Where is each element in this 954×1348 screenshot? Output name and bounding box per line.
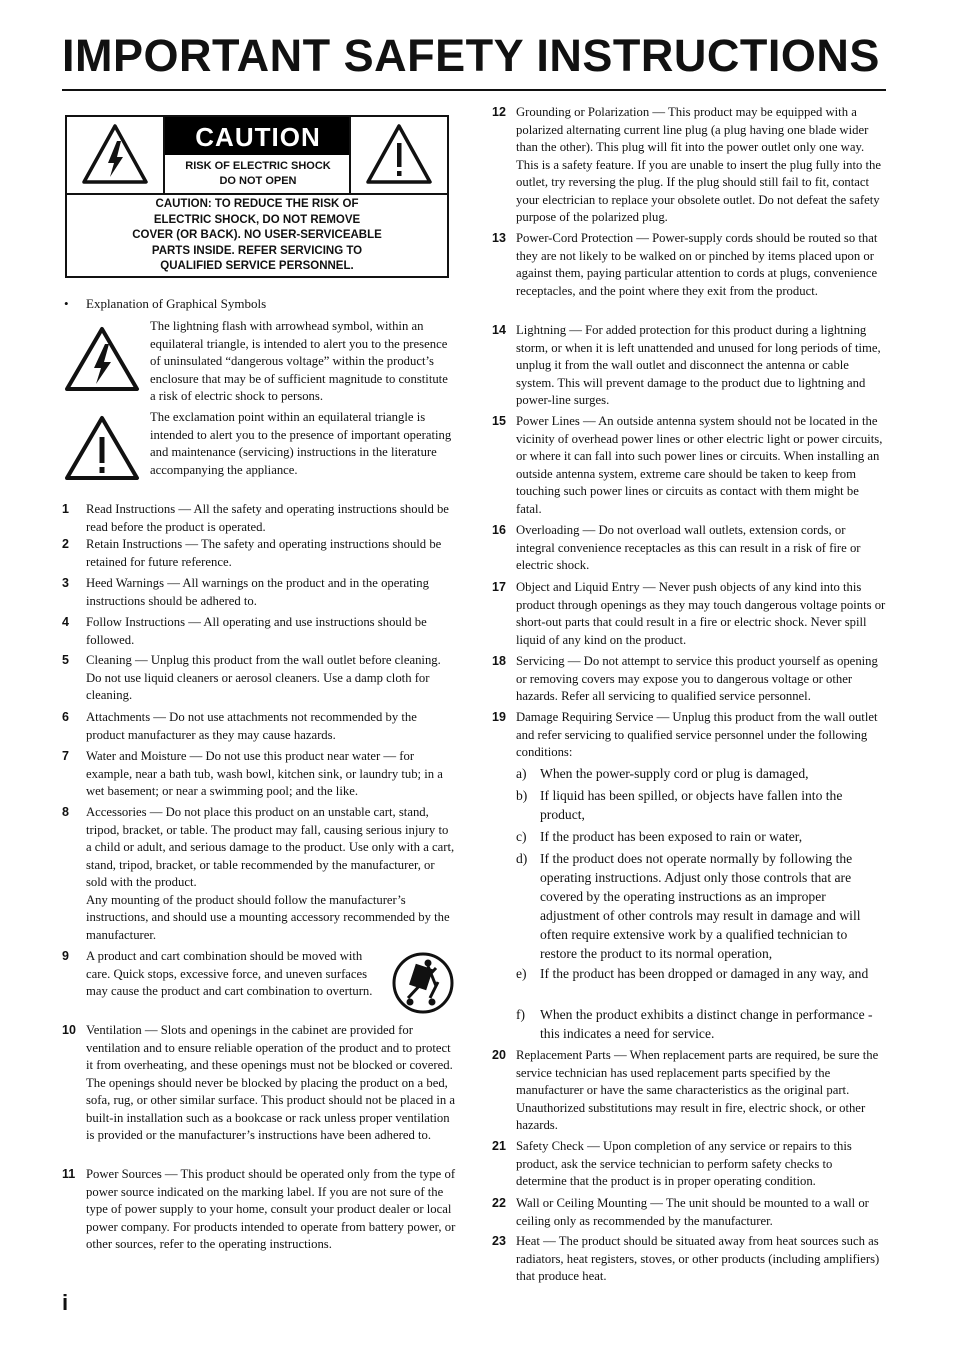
item-number: 17: [492, 580, 506, 594]
item-text: Power-Cord Protection — Power-supply cords should be routed so that they are not likely to be walked on or pinched by items placed upon or against them, paying particular attention to cords at plugs, convenience receptacles, and the point where they exit from the product.: [516, 231, 878, 298]
instruction-item: [492, 653, 886, 706]
instruction-item: [492, 522, 886, 575]
exclamation-explanation-text: The exclamation point within an equilateral triangle is intended to alert you to the presence of important operating and maintenance (servicing) instructions in the literature accompanying the appliance.: [150, 410, 452, 477]
instruction-item: [492, 1138, 886, 1191]
caution-line: ELECTRIC SHOCK, DO NOT REMOVE: [153, 213, 361, 226]
lightning-symbol-explanation: [62, 318, 454, 406]
condition-letter: f): [516, 1007, 526, 1022]
bullet-dot: •: [64, 296, 69, 311]
instruction-item: [492, 322, 886, 410]
condition-letter: b): [516, 788, 528, 803]
instruction-item: [62, 1166, 456, 1254]
caution-heading: CAUTION: [165, 117, 351, 155]
lightning-warning-icon: [81, 123, 149, 185]
caution-box: [65, 115, 449, 278]
instruction-item: [492, 1233, 886, 1286]
item-text: Object and Liquid Entry — Never push objects of any kind into this product through openings as they may touch dangerous voltage points or short-out parts that could result in a fire or electric shock. Never spill liquid of any kind on the product.: [516, 580, 886, 647]
condition-item: [516, 827, 886, 846]
item-text: Replacement Parts — When replacement parts are required, be sure the service technician has used replacement parts specified by the manufacturer or have the same characteristics as the original part. Unauthorized substitutions may result in fire, electric shock, or other hazards.: [516, 1048, 879, 1132]
condition-letter: d): [516, 851, 528, 866]
item-text: Lightning — For added protection for this product during a lightning storm, or when it is left unattended and unused for long periods of time, unplug it from the wall outlet and disconnect the antenna or cable system. This will prevent damage to the product due to lightning and power-line surges.: [516, 323, 881, 407]
caution-sub-line: RISK OF ELECTRIC SHOCK: [185, 160, 331, 172]
item-text: Damage Requiring Service — Unplug this product from the wall outlet and refer servicing to qualified service personnel under the following conditions:: [516, 710, 878, 759]
instruction-item: [492, 104, 886, 227]
caution-line: CAUTION: TO REDUCE THE RISK OF: [155, 198, 359, 210]
item-number: 9: [62, 949, 69, 963]
cart-warning-icon: [392, 952, 454, 1014]
item-text: Overloading — Do not overload wall outlets, extension cords, or integral convenience receptacles as this can result in a risk of fire or electric shock.: [516, 523, 861, 572]
caution-box-top: [67, 117, 447, 195]
instruction-item: [62, 614, 456, 649]
item-number: 14: [492, 323, 506, 337]
item-text: Grounding or Polarization — This product may be equipped with a polarized alternating current line plug (a plug having one blade wider than the other). This plug will fit into the power outlet only one way. This is a safety feature. If you are unable to insert the plug fully into the outlet, try reversing the plug. If the plug should still fail to fit, contact your electrician to replace your obsolete outlet. Do not defeat the safety purpose of the polarized plug.: [516, 105, 882, 224]
item-text: Follow Instructions — All operating and use instructions should be followed.: [86, 615, 427, 647]
item-text: Heed Warnings — All warnings on the product and in the operating instructions should be adhered to.: [86, 576, 429, 608]
condition-text: When the product exhibits a distinct change in performance - this indicates a need for service.: [540, 1007, 873, 1041]
condition-text: If liquid has been spilled, or objects have fallen into the product,: [540, 788, 843, 822]
page-number: i: [62, 1290, 69, 1315]
caution-line: QUALIFIED SERVICE PERSONNEL.: [160, 260, 354, 272]
instruction-item: [62, 748, 456, 801]
item-number: 13: [492, 231, 506, 245]
item-number: 20: [492, 1048, 506, 1062]
condition-item: [516, 786, 886, 824]
instruction-item: [62, 652, 456, 705]
item-text: Heat — The product should be situated away from heat sources such as radiators, heat registers, stoves, or other products (including amplifiers) that produce heat.: [516, 1234, 880, 1283]
condition-letter: e): [516, 966, 527, 981]
item-number: 18: [492, 654, 506, 668]
caution-right-cell: [349, 117, 447, 193]
caution-subheading: [165, 155, 351, 189]
condition-item: [516, 764, 886, 783]
condition-item: [516, 1005, 886, 1043]
lightning-explanation-text: The lightning flash with arrowhead symbol, within an equilateral triangle, is intended to alert you to the presence of uninsulated “dangerous voltage” within the product’s enclosure that may be of sufficient magnitude to constitute a risk of electric shock to persons.: [150, 319, 448, 403]
exclamation-warning-icon: [365, 123, 433, 185]
item-number: 22: [492, 1196, 506, 1210]
caution-line: COVER (OR BACK). NO USER-SERVICEABLE: [132, 229, 382, 241]
item-number: 4: [62, 615, 69, 629]
caution-middle-cell: [165, 117, 351, 193]
item-number: 8: [62, 805, 69, 819]
instruction-item: [62, 1022, 456, 1145]
caution-sub-line: DO NOT OPEN: [219, 175, 297, 187]
item-number: 5: [62, 653, 69, 667]
item-number: 7: [62, 749, 69, 763]
caution-line: PARTS INSIDE. REFER SERVICING TO: [151, 244, 363, 257]
item-text: Ventilation — Slots and openings in the cabinet are provided for ventilation and to ensure reliable operation of the product and to protect it from overheating, and these openings must not be blocked or covered. The openings should never be blocked by placing the product on a bed, sofa, rug, or other similar surface. This product should not be placed in a built-in installation such as a bookcase or rack unless proper ventilation is provided or the manufacturer’s instructions have been adhered to.: [86, 1023, 456, 1142]
item-number: 23: [492, 1234, 506, 1248]
item-text: Water and Moisture — Do not use this product near water — for example, near a bath tub, wash bowl, kitchen sink, or laundry tub; in a wet basement; or near a swimming pool; and the like.: [86, 749, 443, 798]
item-text: Servicing — Do not attempt to service this product yourself as opening or removing covers may expose you to dangerous voltage or other hazards. Refer all servicing to qualified service personnel.: [516, 654, 878, 703]
item-number: 2: [62, 537, 69, 551]
caution-text: [67, 197, 447, 275]
symbols-heading: [64, 296, 266, 312]
instruction-item: [492, 230, 886, 300]
instruction-item: [492, 709, 886, 762]
instruction-item: [62, 536, 456, 571]
item-number: 6: [62, 710, 69, 724]
instruction-item: [62, 575, 456, 610]
item-number: 1: [62, 502, 69, 516]
item-number: 15: [492, 414, 506, 428]
instruction-item: [62, 709, 456, 744]
item-number: 19: [492, 710, 506, 724]
item-text: Accessories — Do not place this product on an unstable cart, stand, tripod, bracket, or table. The product may fall, causing serious injury to a child or adult, and serious damage to the product. Use only with a cart, stand, tripod, bracket, or table recommended by the manufacturer, or sold with the product.: [86, 805, 455, 889]
item-text: Cleaning — Unplug this product from the wall outlet before cleaning. Do not use liquid cleaners or aerosol cleaners. Use a damp cloth for cleaning.: [86, 653, 441, 702]
condition-letter: a): [516, 766, 527, 781]
instruction-item: [62, 501, 456, 536]
item-number: 10: [62, 1023, 76, 1037]
lightning-triangle-icon: [64, 326, 140, 392]
item-text: Wall or Ceiling Mounting — The unit should be mounted to a wall or ceiling only as recommended by the manufacturer.: [516, 1196, 869, 1228]
title-rule: [62, 89, 886, 91]
item-text: Safety Check — Upon completion of any service or repairs to this product, ask the service technician to perform safety checks to determine that the product is in proper operating condition.: [516, 1139, 852, 1188]
item-text: Read Instructions — All the safety and operating instructions should be read before the product is operated.: [86, 502, 449, 534]
condition-text: If the product has been dropped or damaged in any way, and: [540, 966, 869, 981]
item-text: Attachments — Do not use attachments not recommended by the product manufacturer as they may cause hazards.: [86, 710, 417, 742]
item-number: 16: [492, 523, 506, 537]
item-number: 21: [492, 1139, 506, 1153]
caution-left-cell: [67, 117, 165, 193]
exclamation-symbol-explanation: [62, 409, 454, 479]
instruction-item: [492, 413, 886, 518]
symbols-heading-text: Explanation of Graphical Symbols: [86, 296, 267, 311]
instruction-item: [62, 804, 456, 944]
item-text-continued: Any mounting of the product should follow the manufacturer’s instructions, and should use a mounting accessory recommended by the manufacturer.: [86, 892, 450, 942]
condition-item: [516, 964, 886, 983]
condition-text: When the power-supply cord or plug is damaged,: [540, 766, 809, 781]
item-text: A product and cart combination should be moved with care. Quick stops, excessive force, and uneven surfaces may cause the product and cart combination to overturn.: [86, 949, 373, 998]
condition-item: [516, 849, 886, 963]
condition-letter: c): [516, 829, 527, 844]
condition-text: If the product does not operate normally by following the operating instructions. Adjust only those controls that are covered by the operating instructions as an improper adjustment of other controls may result in damage and will often require extensive work by a qualified technician to restore the product to its normal operation,: [540, 851, 861, 961]
item-number: 3: [62, 576, 69, 590]
instruction-item: [492, 1047, 886, 1135]
item-text: Power Sources — This product should be operated only from the type of power source indicated on the marking label. If you are not sure of the type of power supply to your home, consult your product dealer or local power company. For products intended to operate from battery power, or other sources, refer to the operating instructions.: [86, 1167, 456, 1251]
item-number: 12: [492, 105, 506, 119]
instruction-item: [492, 579, 886, 649]
instruction-item: [492, 1195, 886, 1230]
exclamation-triangle-icon: [64, 415, 140, 481]
item-text: Power Lines — An outside antenna system should not be located in the vicinity of overhead power lines or other electric light or power circuits, or where it can fall into such power lines or circuits. When installing an outside antenna system, extreme care should be taken to keep from touching such power lines or circuits as contact with them might be fatal.: [516, 414, 883, 516]
page-title: IMPORTANT SAFETY INSTRUCTIONS: [62, 30, 880, 81]
item-text: Retain Instructions — The safety and operating instructions should be retained for future reference.: [86, 537, 442, 569]
condition-text: If the product has been exposed to rain or water,: [540, 829, 803, 844]
item-number: 11: [62, 1167, 76, 1181]
